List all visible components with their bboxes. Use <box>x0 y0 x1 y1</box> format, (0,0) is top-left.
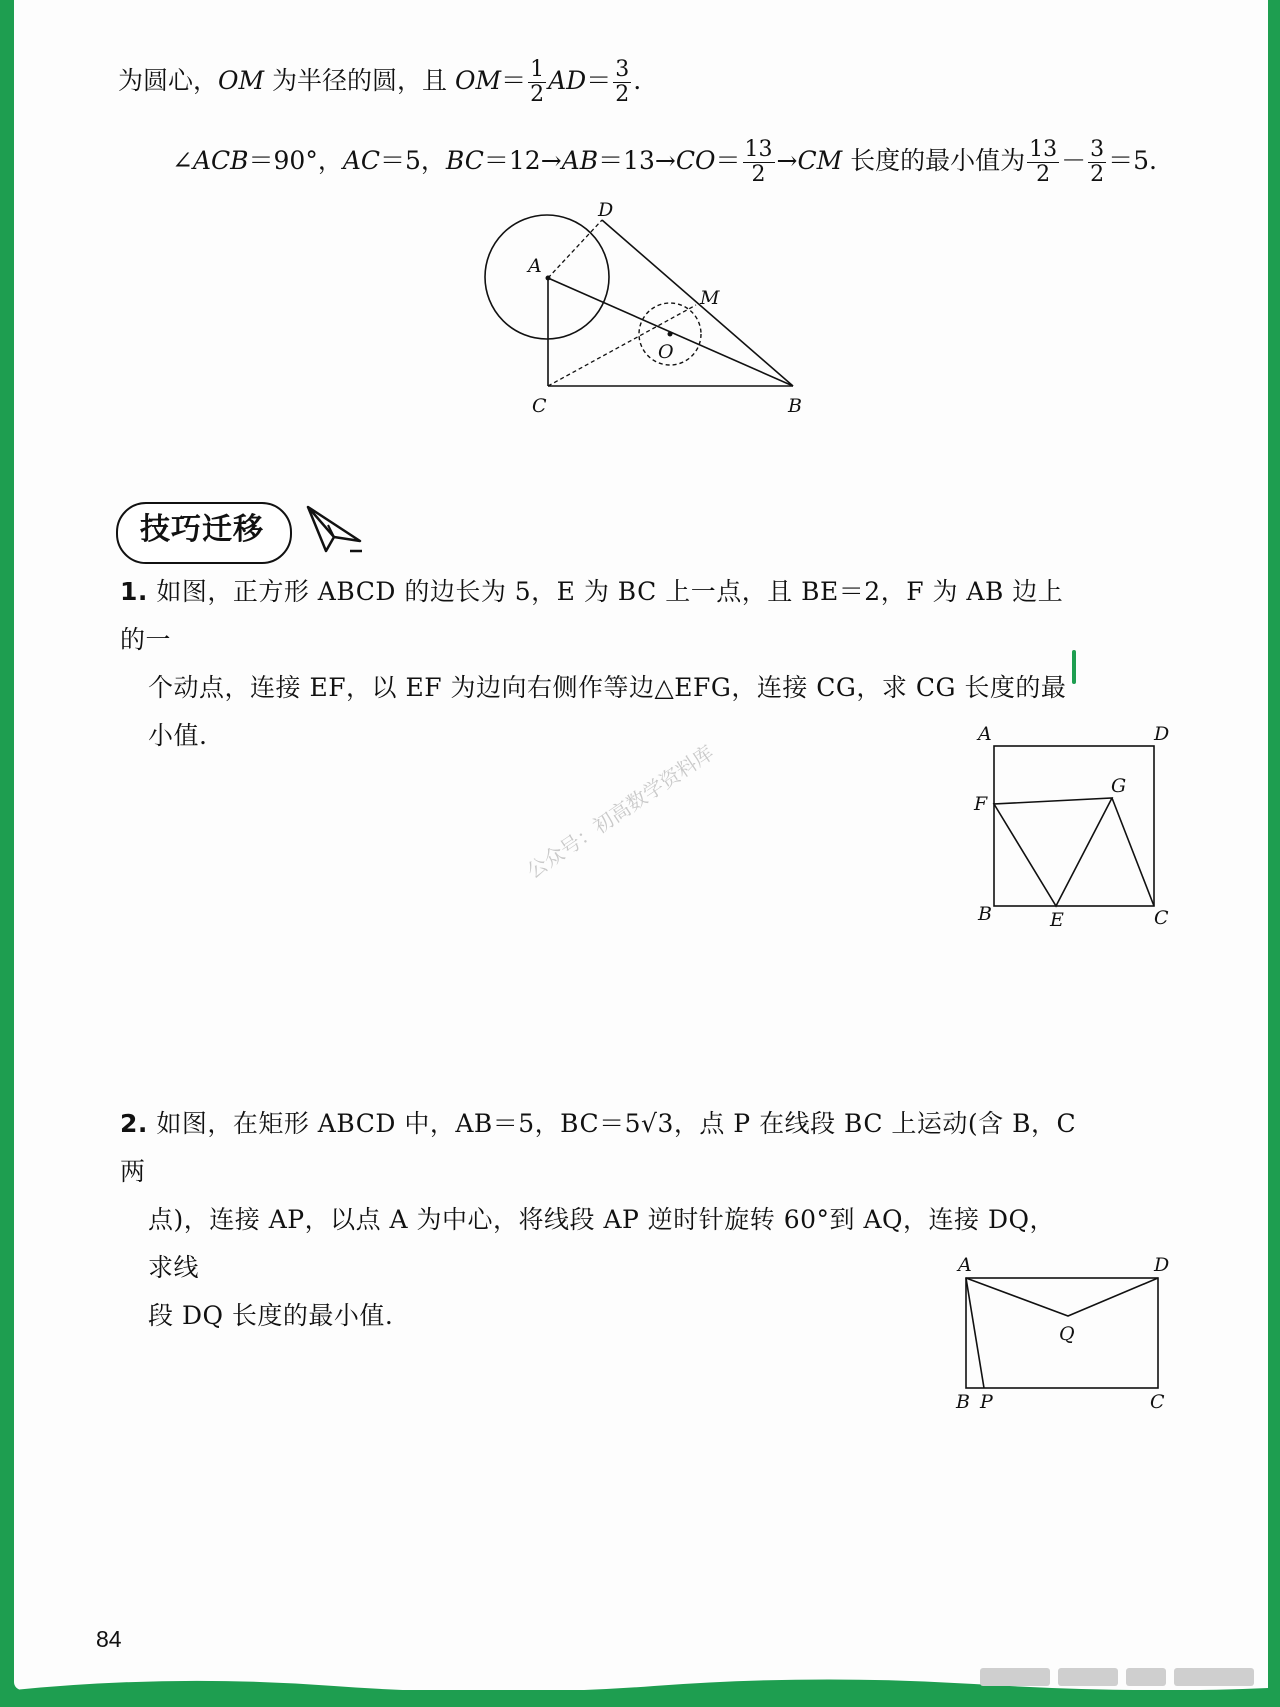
denominator: 2 <box>615 82 630 107</box>
solution-line-1 <box>118 58 641 107</box>
text-span: ＝90°， <box>248 146 343 175</box>
question-1-line-3: 小值. <box>148 721 208 750</box>
side-mark <box>1072 650 1076 684</box>
square-abcd <box>994 746 1154 906</box>
text-span: 长度的最小值为 <box>842 146 1026 175</box>
question-2-line-1 <box>120 1100 1080 1196</box>
text-span: ＝ <box>501 66 527 95</box>
denominator: 2 <box>1036 162 1051 187</box>
segment-ap <box>966 1278 984 1388</box>
numerator: 3 <box>615 57 630 82</box>
question-2-line-2: 点)，连接 AP，以点 A 为中心，将线段 AP 逆时针旋转 60°到 AQ，连接 DQ，求线 <box>148 1205 1056 1282</box>
watermark: 公众号：初高数学资料库 <box>522 740 719 884</box>
segment-gc <box>1112 798 1154 906</box>
text-span: CO <box>675 146 716 175</box>
text-span: OM <box>218 66 265 95</box>
label-a: A <box>528 255 542 277</box>
label-c: C <box>532 395 547 417</box>
fraction <box>1027 138 1059 187</box>
text-span: CM <box>797 146 843 175</box>
label-c: C <box>1150 1391 1165 1413</box>
question-2 <box>120 1100 1080 1340</box>
label-d: D <box>1154 1254 1170 1276</box>
label-b: B <box>788 395 802 417</box>
text-span: AD <box>548 66 587 95</box>
label-a: A <box>978 723 992 745</box>
segment-db <box>602 220 793 386</box>
question-1-line-2: 个动点，连接 EF，以 EF 为边向右侧作等边△EFG，连接 CG，求 CG 长度的最 <box>148 673 1067 702</box>
text-span: ACB <box>192 146 249 175</box>
page-number: 84 <box>96 1626 122 1652</box>
label-b: B <box>956 1391 970 1413</box>
denominator: 2 <box>530 82 545 107</box>
segment-cm-dashed <box>548 305 696 386</box>
text-span: AC <box>342 146 381 175</box>
label-d: D <box>1154 723 1170 745</box>
question-number: 2. <box>120 1109 148 1138</box>
section-title: 技巧迁移 <box>140 512 264 547</box>
blurred-caption <box>980 1668 1270 1694</box>
label-b: B <box>978 903 992 925</box>
text-span: － <box>1061 146 1087 175</box>
label-d: D <box>598 200 614 221</box>
solution-line-2 <box>172 138 1157 187</box>
text-span: 为半径的圆，且 <box>264 66 456 95</box>
text-span: ＝5. <box>1108 146 1158 175</box>
text-span: ＝ <box>586 66 612 95</box>
question-1-line-1 <box>120 568 1080 664</box>
fraction <box>613 58 631 107</box>
label-g: G <box>1111 775 1127 797</box>
text-span: ＝5， <box>380 146 446 175</box>
paper-plane-icon <box>304 503 366 555</box>
figure-rectangle <box>940 1252 1180 1422</box>
text-span: ＝ <box>715 146 741 175</box>
text-span: . <box>633 66 642 95</box>
label-a: A <box>958 1254 972 1276</box>
question-1 <box>120 568 1080 760</box>
text-span: 为圆心， <box>118 66 219 95</box>
label-c: C <box>1154 907 1169 929</box>
question-2-line-3: 段 DQ 长度的最小值. <box>148 1301 394 1330</box>
text-span: ＝12→ <box>483 146 562 175</box>
figure-square-triangle <box>968 720 1178 940</box>
label-o: O <box>658 341 674 363</box>
text-span: ＝13→ <box>598 146 676 175</box>
segment-aqd <box>966 1278 1158 1316</box>
fraction <box>528 58 546 107</box>
denominator: 2 <box>1090 162 1105 187</box>
question-text: 如图，在矩形 ABCD 中，AB＝5，BC＝5√3，点 P 在线段 BC 上运动(含 B，C 两 <box>120 1109 1077 1186</box>
fraction <box>1088 138 1106 187</box>
denominator: 2 <box>751 162 766 187</box>
point-o <box>668 332 673 337</box>
label-p: P <box>980 1391 993 1413</box>
text-span: BC <box>445 146 484 175</box>
label-q: Q <box>1059 1323 1075 1345</box>
numerator: 13 <box>744 137 773 162</box>
question-number: 1. <box>120 577 148 606</box>
fraction <box>743 138 775 187</box>
question-text: 如图，正方形 ABCD 的边长为 5，E 为 BC 上一点，且 BE＝2，F 为 AB 边上的一 <box>120 577 1064 654</box>
numerator: 13 <box>1029 137 1058 162</box>
label-m: M <box>700 287 720 309</box>
numerator: 3 <box>1090 137 1105 162</box>
triangle-efg <box>994 798 1112 906</box>
point-a <box>546 276 551 281</box>
figure-triangle-circle <box>470 200 830 420</box>
text-span: AB <box>561 146 599 175</box>
text-span: ∠ <box>172 146 193 175</box>
numerator: 1 <box>530 57 545 82</box>
label-f: F <box>974 793 988 815</box>
text-span: OM <box>455 66 502 95</box>
text-span: → <box>776 146 798 175</box>
label-e: E <box>1050 909 1064 931</box>
segment-ad-dashed <box>548 220 602 278</box>
